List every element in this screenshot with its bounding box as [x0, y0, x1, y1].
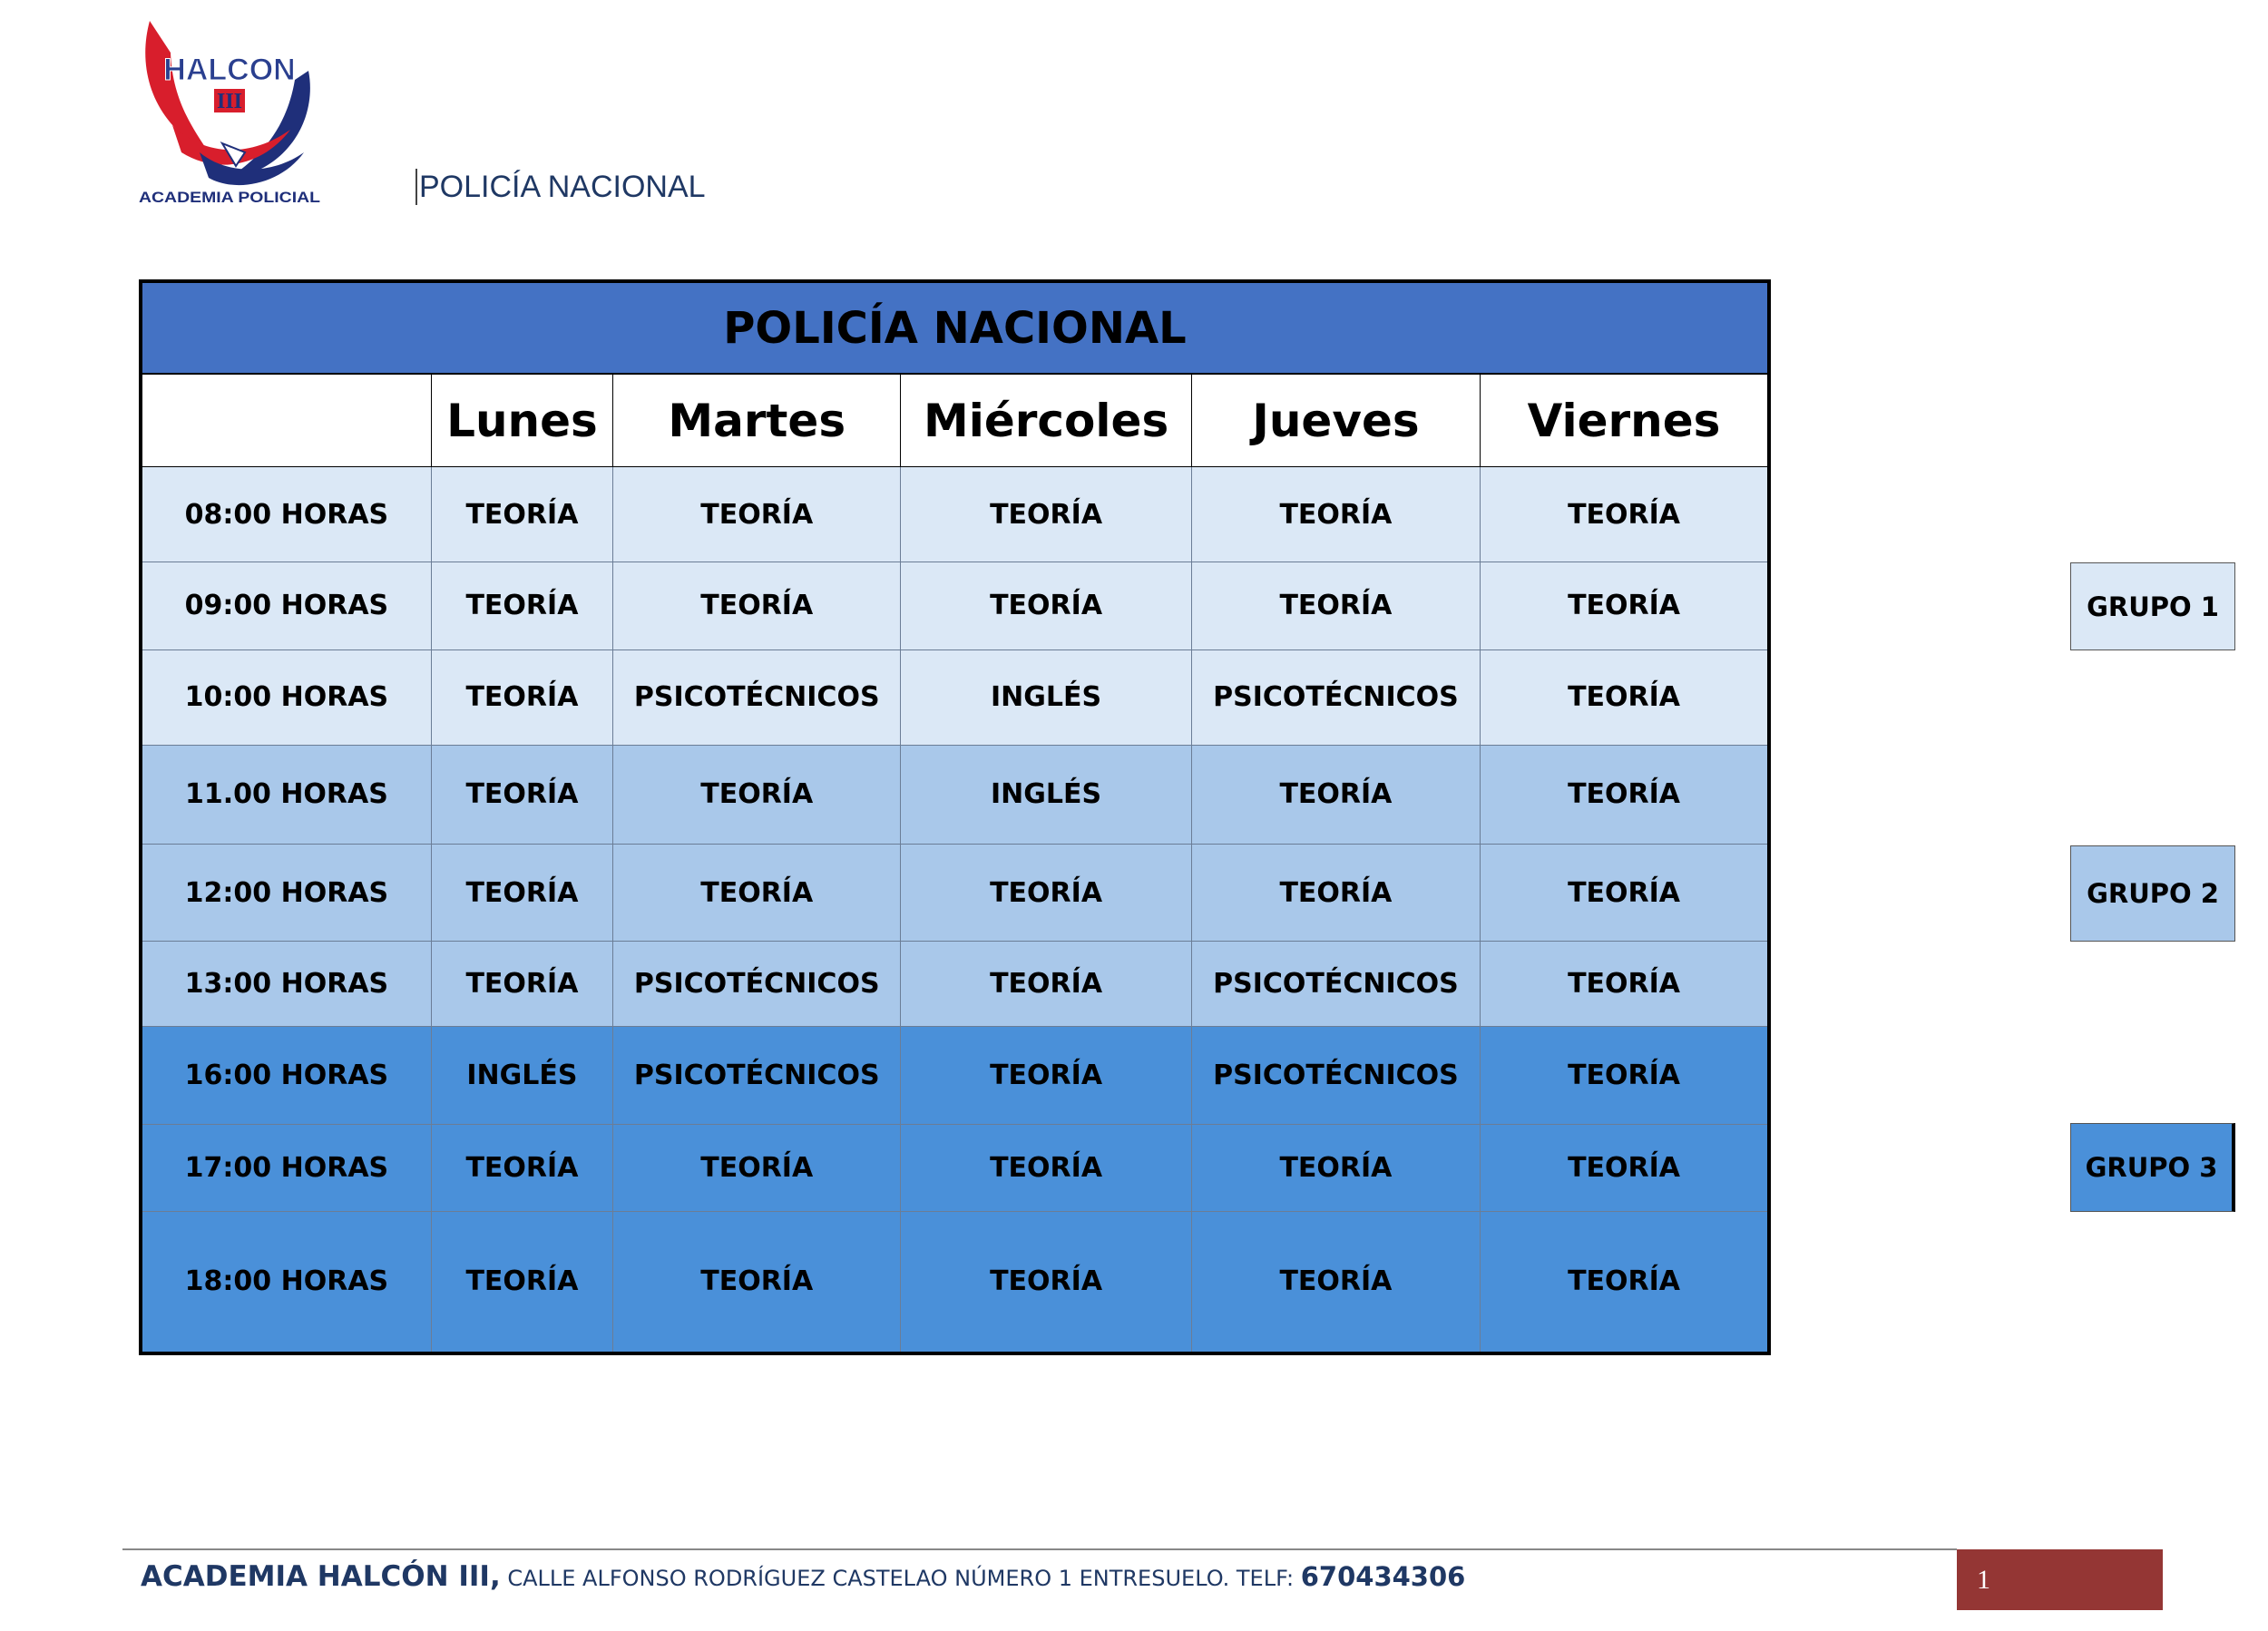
time-slot: 17:00 HORAS [141, 1125, 431, 1212]
footer-divider [122, 1548, 1957, 1550]
subject-cell: TEORÍA [1481, 1026, 1769, 1124]
logo-subtitle: ACADEMIA POLICIAL [139, 189, 320, 206]
subject-cell: TEORÍA [901, 562, 1191, 650]
group-3-label: GRUPO 3 [2070, 1123, 2235, 1212]
time-slot: 16:00 HORAS [141, 1026, 431, 1124]
time-slot: 08:00 HORAS [141, 467, 431, 562]
subject-cell: TEORÍA [1191, 745, 1480, 844]
subject-cell: TEORÍA [1191, 845, 1480, 942]
subject-cell: TEORÍA [613, 845, 901, 942]
time-slot: 12:00 HORAS [141, 845, 431, 942]
schedule-row [141, 649, 1769, 745]
subject-cell: TEORÍA [901, 942, 1191, 1027]
subject-cell: TEORÍA [901, 1125, 1191, 1212]
schedule-row [141, 845, 1769, 942]
footer-academy: ACADEMIA HALCÓN III, [141, 1560, 501, 1593]
time-slot: 10:00 HORAS [141, 649, 431, 745]
subject-cell: TEORÍA [1191, 562, 1480, 650]
subject-cell: TEORÍA [1481, 562, 1769, 650]
subject-cell: TEORÍA [613, 1125, 901, 1212]
subject-cell: TEORÍA [431, 562, 612, 650]
page-number-badge [1957, 1549, 2163, 1610]
day-header: Miércoles [901, 374, 1191, 467]
time-slot: 11.00 HORAS [141, 745, 431, 844]
subject-cell: TEORÍA [901, 1211, 1191, 1353]
page-number: 1 [1977, 1564, 1990, 1595]
subject-cell: TEORÍA [1191, 467, 1480, 562]
day-header: Martes [613, 374, 901, 467]
subject-cell: TEORÍA [1191, 1211, 1480, 1353]
subject-cell: TEORÍA [431, 845, 612, 942]
subject-cell: PSICOTÉCNICOS [1191, 942, 1480, 1027]
subject-cell: TEORÍA [613, 745, 901, 844]
day-header: Jueves [1191, 374, 1480, 467]
subject-cell: TEORÍA [1481, 745, 1769, 844]
footer-address-text: CALLE ALFONSO RODRÍGUEZ CASTELAO NÚMERO 1 ENTRESUELO. TELF: [500, 1566, 1301, 1591]
time-slot: 09:00 HORAS [141, 562, 431, 650]
subject-cell: TEORÍA [1481, 467, 1769, 562]
academy-logo [136, 16, 322, 207]
subject-cell: TEORÍA [901, 845, 1191, 942]
time-slot: 18:00 HORAS [141, 1211, 431, 1353]
day-header: Viernes [1481, 374, 1769, 467]
schedule-title: POLICÍA NACIONAL [141, 281, 1769, 374]
subject-cell: TEORÍA [431, 942, 612, 1027]
subject-cell: PSICOTÉCNICOS [1191, 649, 1480, 745]
footer-address [141, 1560, 1465, 1593]
schedule-row [141, 1125, 1769, 1212]
subject-cell: TEORÍA [1481, 649, 1769, 745]
subject-cell: TEORÍA [431, 467, 612, 562]
subject-cell: TEORÍA [431, 1125, 612, 1212]
schedule-row [141, 942, 1769, 1027]
schedule-table [139, 279, 1771, 1355]
subject-cell: TEORÍA [901, 467, 1191, 562]
subject-cell: TEORÍA [1481, 1211, 1769, 1353]
subject-cell: TEORÍA [1191, 1125, 1480, 1212]
logo-numeral: III [216, 90, 243, 113]
subject-cell: TEORÍA [1481, 1125, 1769, 1212]
subject-cell: PSICOTÉCNICOS [613, 942, 901, 1027]
subject-cell: PSICOTÉCNICOS [613, 1026, 901, 1124]
corner-cell [141, 374, 431, 467]
subject-cell: TEORÍA [613, 562, 901, 650]
day-header: Lunes [431, 374, 612, 467]
subject-cell: TEORÍA [901, 1026, 1191, 1124]
subject-cell: INGLÉS [431, 1026, 612, 1124]
subject-cell: PSICOTÉCNICOS [1191, 1026, 1480, 1124]
schedule-row [141, 562, 1769, 650]
logo-name: HALCON [163, 53, 296, 87]
subject-cell: TEORÍA [431, 745, 612, 844]
schedule-row [141, 1026, 1769, 1124]
group-2-label: GRUPO 2 [2070, 845, 2235, 942]
subject-cell: INGLÉS [901, 745, 1191, 844]
subject-cell: TEORÍA [1481, 942, 1769, 1027]
footer-phone: 670434306 [1300, 1561, 1466, 1592]
schedule-row [141, 1211, 1769, 1353]
subject-cell: INGLÉS [901, 649, 1191, 745]
schedule-row [141, 745, 1769, 844]
page-title: POLICÍA NACIONAL [415, 169, 706, 205]
group-1-label: GRUPO 1 [2070, 562, 2235, 650]
subject-cell: TEORÍA [431, 1211, 612, 1353]
subject-cell: PSICOTÉCNICOS [613, 649, 901, 745]
subject-cell: TEORÍA [1481, 845, 1769, 942]
subject-cell: TEORÍA [613, 467, 901, 562]
schedule-row [141, 467, 1769, 562]
subject-cell: TEORÍA [613, 1211, 901, 1353]
subject-cell: TEORÍA [431, 649, 612, 745]
time-slot: 13:00 HORAS [141, 942, 431, 1027]
